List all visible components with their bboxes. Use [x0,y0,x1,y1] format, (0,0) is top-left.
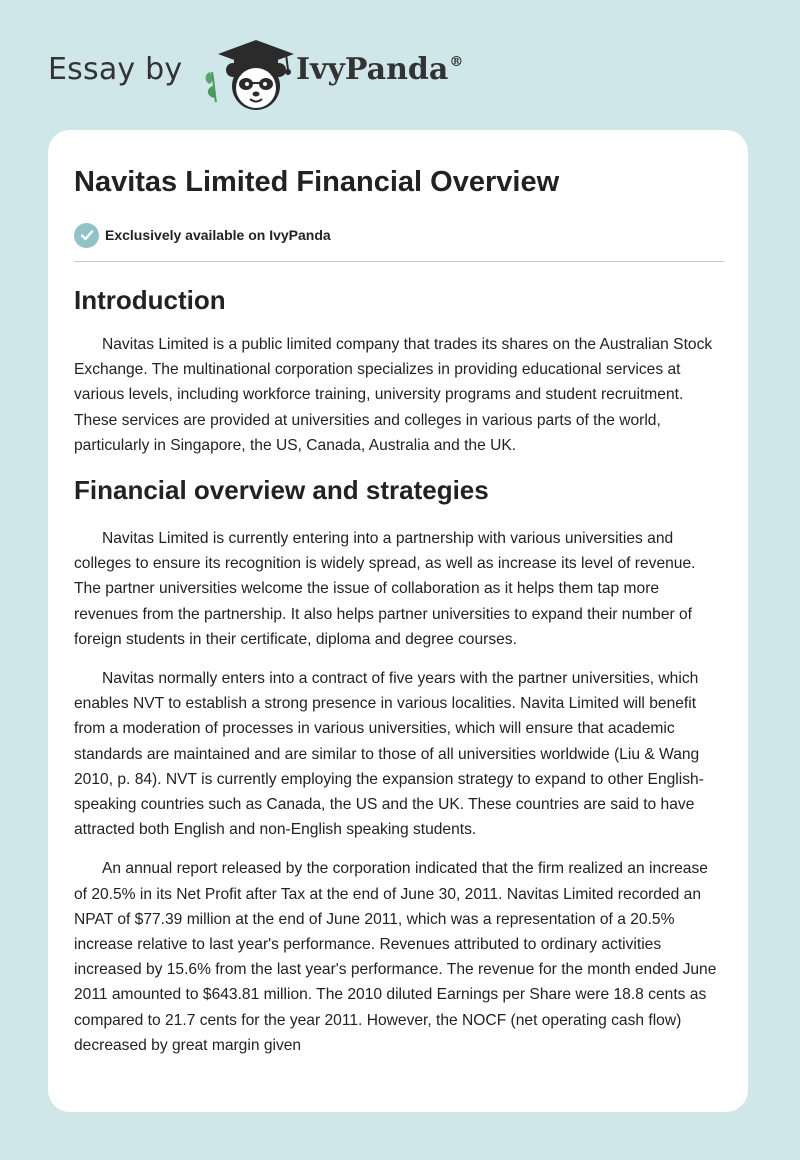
ivypanda-logo-icon[interactable] [200,36,296,112]
paragraph: Navitas normally enters into a contract of five years with the partner universities, which enables NVT to establish a strong presence in various localities. Navita Limited will benefit from a moderation of processes in various universities, which will ensure that academic standards are maintained and are similar to those of all universities worldwide (Liu & Wang 2010, p. 84). NVT is currently employing the expansion strategy to expand to other English-speaking countries such as Canada, the US and the UK. These countries are said to have attracted both English and non-English speaking students. [74,670,704,839]
brand-text: IvyPanda [296,52,449,87]
check-icon [74,223,99,248]
registered-mark: ® [449,54,464,70]
section-heading-financial-overview: Financial overview and strategies [74,475,489,506]
page-title: Navitas Limited Financial Overview [74,166,560,198]
exclusive-label: Exclusively available on IvyPanda [105,227,331,243]
essay-card [48,130,748,1112]
paragraph: Navitas Limited is a public limited company that trades its shares on the Australian Stock Exchange. The multinational corporation specializes in providing educational services at various levels, including workforce training, university programs and student recruitment. These services are provided at universities and colleges in various parts of the world, particularly in Singapore, the US, Canada, Australia and the UK. [74,336,713,454]
title-divider [74,261,724,262]
brand-name[interactable] [296,52,463,87]
site-header [48,36,548,116]
article-body [74,282,724,1072]
exclusive-badge [74,222,331,248]
essay-by-label: Essay by [48,52,183,87]
paragraph: Navitas Limited is currently entering into a partnership with various universities and colleges to ensure its recognition is widely spread, as well as increase its level of revenue. The partner universities welcome the issue of collaboration as it helps them tap more revenues from the partnership. It also helps partner universities to expand their number of foreign students in their certificate, diploma and degree courses. [74,530,696,648]
paragraph: An annual report released by the corporation indicated that the firm realized an increase of 20.5% in its Net Profit after Tax at the end of June 30, 2011. Navitas Limited recorded an NPAT of $77.39 million at the end of June 2011, which was a representation of a 20.5% increase relative to last year's performance. Revenues attributed to ordinary activities increased by 15.6% from the last year's performance. The revenue for the month ended June 2011 amounted to $643.81 million. The 2010 diluted Earnings per Share were 18.8 cents as compared to 21.7 cents for the year 2011. However, the NOCF (net operating cash flow) decreased by great margin given [74,860,717,1054]
section-heading-introduction: Introduction [74,285,226,315]
